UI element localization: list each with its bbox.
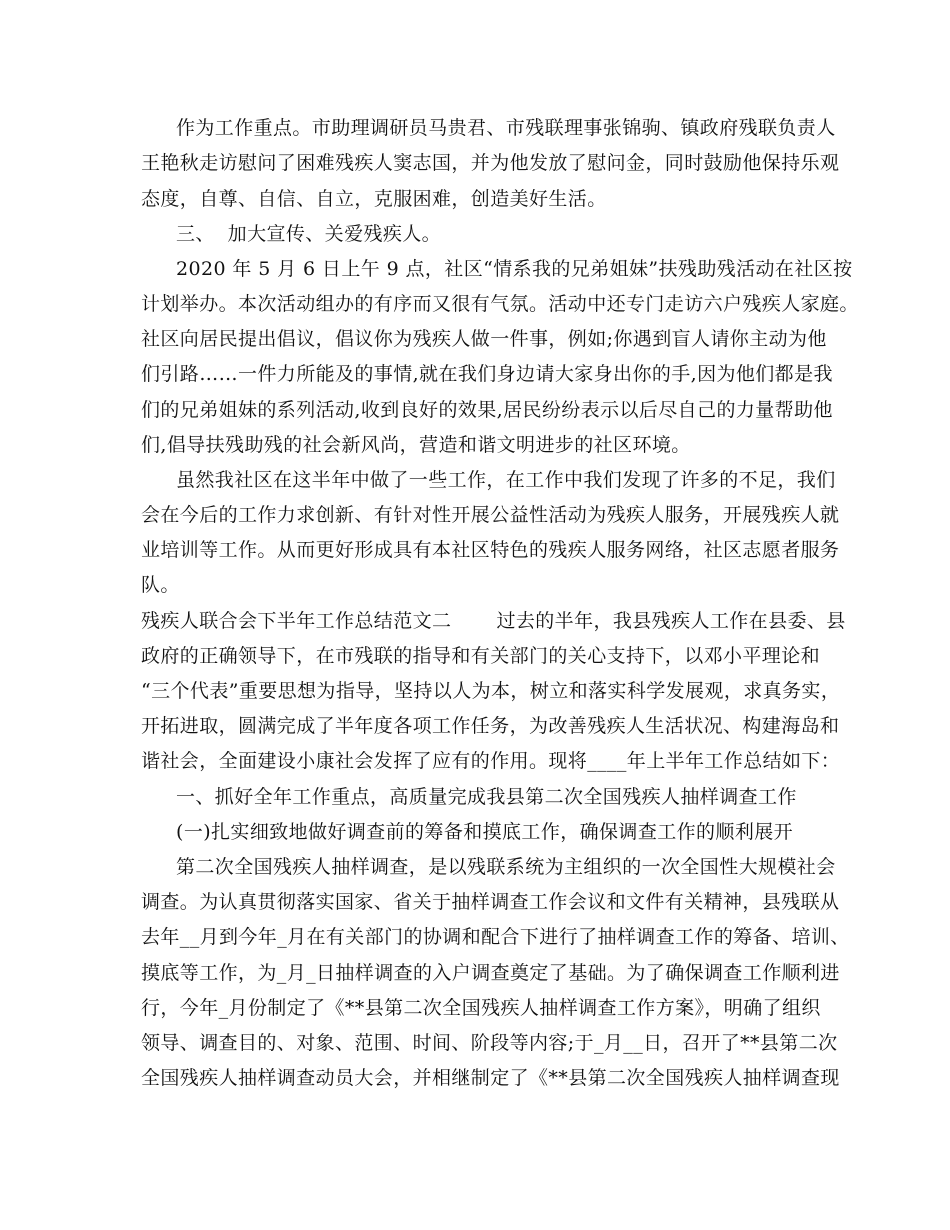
- text-line: 摸底等工作，为_月_日抽样调查的入户调查奠定了基础。为了确保调查工作顺利进: [141, 962, 840, 984]
- text-line: 去年__月到今年_月在有关部门的协调和配合下进行了抽样调查工作的筹备、培训、: [141, 926, 850, 948]
- text-line: 社区向居民提出倡议，倡议你为残疾人做一件事，例如;你遇到盲人请你主动为他: [141, 328, 827, 350]
- text-line: 谐社会，全面建设小康社会发挥了应有的作用。现将____年上半年工作总结如下：: [141, 750, 841, 772]
- subsection-heading: (一)扎实细致地做好调查前的筹备和摸底工作，确保调查工作的顺利展开: [176, 821, 794, 843]
- text-line: 残疾人联合会下半年工作总结范文二 过去的半年，我县残疾人工作在县委、县: [141, 610, 846, 632]
- text-line: 作为工作重点。市助理调研员马贵君、市残联理事张锦驹、镇政府残联负责人: [176, 117, 836, 139]
- section-heading: 一、抓好全年工作重点，高质量完成我县第二次全国残疾人抽样调查工作: [176, 786, 797, 808]
- text-line: 开拓进取，圆满完成了半年度各项工作任务，为改善残疾人生活状况、构建海岛和: [141, 715, 840, 737]
- text-line: 行，今年_月份制定了《**县第二次全国残疾人抽样调查工作方案》，明确了组织: [141, 997, 821, 1019]
- text-line: 业培训等工作。从而更好形成具有本社区特色的残疾人服务网络，社区志愿者服务: [141, 539, 840, 561]
- text-line: 态度，自尊、自信、自立，克服困难，创造美好生活。: [141, 188, 607, 210]
- text-line: 们,倡导扶残助残的社会新风尚，营造和谐文明进步的社区环境。: [141, 434, 691, 456]
- text-line: 领导、调查目的、对象、范围、时间、阶段等内容;于_月__日，召开了**县第二次: [141, 1032, 838, 1054]
- section-heading: 三、 加大宣传、关爱残疾人。: [176, 223, 442, 245]
- text-line: 计划举办。本次活动组办的有序而又很有气氛。活动中还专门走访六户残疾人家庭。: [141, 293, 859, 315]
- text-line: 虽然我社区在这半年中做了一些工作，在工作中我们发现了许多的不足，我们: [176, 469, 836, 491]
- text-line: 队。: [141, 574, 180, 596]
- text-line: 第二次全国残疾人抽样调查，是以残联系统为主组织的一次全国性大规模社会: [176, 856, 836, 878]
- text-line: “三个代表”重要思想为指导，坚持以人为本，树立和落实科学发展观，求真务实，: [141, 680, 841, 702]
- text-line: 政府的正确领导下，在市残联的指导和有关部门的关心支持下，以邓小平理论和: [141, 645, 821, 667]
- text-line: 会在今后的工作力求创新、有针对性开展公益性活动为残疾人服务，开展残疾人就: [141, 504, 840, 526]
- text-line: 们引路……一件力所能及的事情,就在我们身边请大家身出你的手,因为他们都是我: [141, 363, 833, 385]
- text-line: 全国残疾人抽样调查动员大会，并相继制定了《**县第二次全国残疾人抽样调查现: [141, 1067, 840, 1089]
- text-line: 调查。为认真贯彻落实国家、省关于抽样调查工作会议和文件有关精神，县残联从: [141, 891, 840, 913]
- text-line: 王艳秋走访慰问了困难残疾人窦志国，并为他发放了慰问金，同时鼓励他保持乐观: [141, 152, 840, 174]
- text-line: 们的兄弟姐妹的系列活动,收到良好的效果,居民纷纷表示以后尽自己的力量帮助他: [141, 399, 833, 421]
- text-line: 2020 年 5 月 6 日上午 9 点，社区“情系我的兄弟姐妹”扶残助残活动在社区按: [176, 258, 853, 280]
